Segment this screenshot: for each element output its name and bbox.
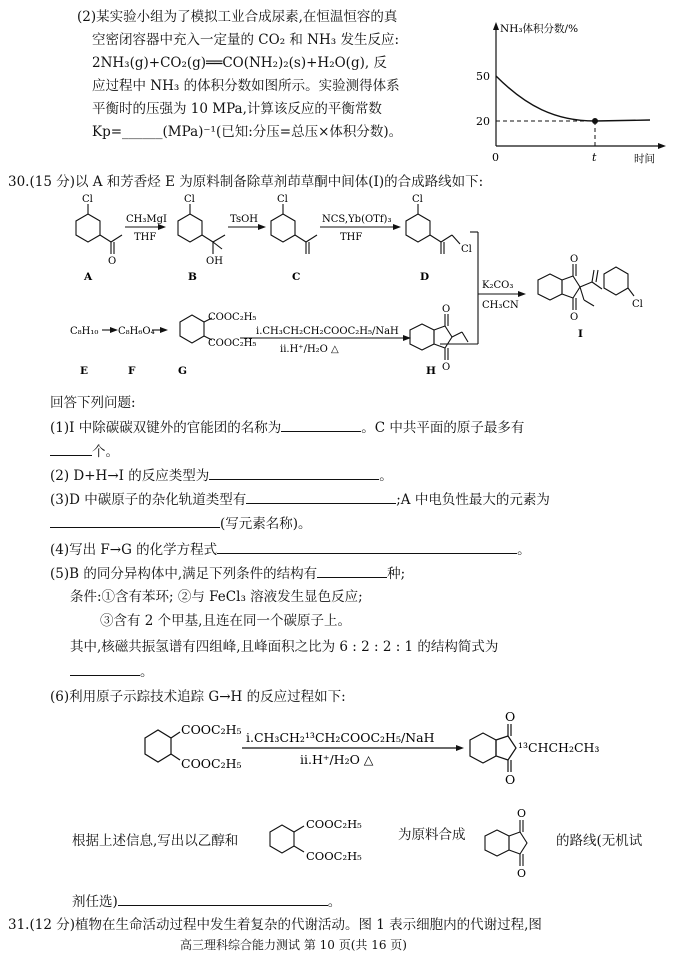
q31-text: 31.(12 分)植物在生命活动过程中发生着复杂的代谢活动。图 1 表示细胞内的代谢过程,图 xyxy=(8,917,542,933)
x-axis-label: 时间 xyxy=(634,153,655,165)
compound-c-structure xyxy=(271,204,317,254)
q29-line: 应过程中 NH₃ 的体积分数如图所示。实验测得体系 xyxy=(92,78,400,94)
equilibrium-point xyxy=(592,118,598,124)
label-e: E xyxy=(80,365,89,377)
reagent-cd-bottom: THF xyxy=(340,232,363,243)
ester-bottom: COOC₂H₅ xyxy=(306,849,362,863)
prompt: 回答下列问题: xyxy=(50,395,136,411)
atom-o: O xyxy=(570,312,579,323)
diethyl-phthalate-structure xyxy=(258,806,408,876)
q6-reagent-bottom: ii.H⁺/H₂O △ xyxy=(300,752,374,767)
indanedione-structure xyxy=(475,806,555,886)
q6-intro: (6)利用原子示踪技术追踪 G→H 的反应过程如下: xyxy=(50,689,346,705)
y-axis-arrow xyxy=(493,22,499,30)
x-axis-arrow xyxy=(658,143,666,149)
q29-line: (2)某实验小组为了模拟工业合成尿素,在恒温恒容的真 xyxy=(77,9,398,25)
q6-text-d: 剂任选) xyxy=(72,894,118,910)
q6-ester-top: COOC₂H₅ xyxy=(181,722,242,737)
atom-cl: Cl xyxy=(412,194,423,205)
q5-text-b: 种; xyxy=(387,566,406,582)
q1-text-b: 。C 中共平面的原子最多有 xyxy=(361,420,525,436)
label-g: G xyxy=(178,365,187,377)
compound-h-structure xyxy=(410,314,468,360)
atom-cl: Cl xyxy=(82,194,93,205)
reagent-gh-bottom: ii.H⁺/H₂O △ xyxy=(280,344,339,355)
x-tick-label: 0 xyxy=(492,151,499,164)
atom-o: O xyxy=(570,254,579,265)
label-d: D xyxy=(420,271,430,283)
q3-text-b: ;A 中电负性最大的元素为 xyxy=(396,492,550,508)
atom-o: O xyxy=(505,772,516,787)
q2-text: (2) D+H→I 的反应类型为 xyxy=(50,468,210,484)
q3-blank-2[interactable] xyxy=(50,514,220,528)
page-footer: 高三理科综合能力测试 第 10 页(共 16 页) xyxy=(180,938,407,952)
q6-reagent-top: i.CH₃CH₂¹³CH₂COOC₂H₅/NaH xyxy=(246,730,435,745)
q3-line xyxy=(50,490,550,509)
q5-blank-2[interactable] xyxy=(70,662,140,676)
atom-oh: OH xyxy=(206,256,223,267)
q4-text: (4)写出 F→G 的化学方程式 xyxy=(50,542,218,558)
label-b: B xyxy=(188,271,197,283)
q3-blank-1[interactable] xyxy=(246,490,396,504)
q5-line xyxy=(50,564,405,583)
atom-cl: Cl xyxy=(184,194,195,205)
atom-o: O xyxy=(517,807,527,820)
q6-ester-bottom: COOC₂H₅ xyxy=(181,756,242,771)
x-tick-label: t xyxy=(592,151,597,164)
atom-cl: Cl xyxy=(632,299,643,310)
atom-o: O xyxy=(442,362,451,373)
q1-text-c: 个。 xyxy=(92,444,119,460)
y-tick-label: 20 xyxy=(476,115,490,128)
nh3-volume-fraction-chart xyxy=(468,18,678,168)
label-f: F xyxy=(128,365,136,377)
reagent-gh-top: i.CH₃CH₂CH₂COOC₂H₅/NaH xyxy=(256,326,399,337)
q30-header: 30.(15 分)以 A 和芳香烃 E 为原料制备除草剂茚草酮中间体(Ⅰ)的合成路线如下: xyxy=(8,174,484,190)
nh3-curve-series xyxy=(496,76,650,121)
formula-f: C₈H₆O₄ xyxy=(118,326,155,337)
label-c: C xyxy=(292,271,301,283)
label-a: A xyxy=(84,271,93,283)
q6-text-a: 根据上述信息,写出以乙醇和 xyxy=(72,833,239,849)
q1-blank-2[interactable] xyxy=(50,442,92,456)
reagent-dhi-bottom: CH₃CN xyxy=(482,300,519,311)
q29-line: Kp=______(MPa)⁻¹(已知:分压=总压×体积分数)。 xyxy=(92,124,403,140)
q5-condition-1: 条件:①含有苯环; ②与 FeCl₃ 溶液发生显色反应; xyxy=(70,589,363,605)
compound-a-structure xyxy=(76,204,122,254)
q1-text-a: (1)I 中除碳碳双键外的官能团的名称为 xyxy=(50,420,282,436)
q5-condition-2: ③含有 2 个甲基,且连在同一个碳原子上。 xyxy=(100,613,351,629)
atom-cl: Cl xyxy=(277,194,288,205)
q3-text-c: (写元素名称)。 xyxy=(220,516,312,532)
q5-nmr: 其中,核磁共振氢谱有四组峰,且峰面积之比为 6 : 2 : 2 : 1 的结构简式为 xyxy=(70,639,499,655)
compound-b-structure xyxy=(178,204,225,254)
atom-o: O xyxy=(108,256,117,267)
y-tick-label: 50 xyxy=(476,70,490,83)
q6-tracer-scheme xyxy=(0,708,692,804)
reagent-bc: TsOH xyxy=(230,214,258,225)
label-i: I xyxy=(578,328,583,340)
q30-synthesis-scheme xyxy=(0,192,692,392)
q3-line-2 xyxy=(50,514,312,533)
q29-line: 2NH₃(g)+CO₂(g)══CO(NH₂)₂(s)+H₂O(g), 反 xyxy=(92,55,387,71)
q2-line: (2) D+H→I 的反应类型为 。 xyxy=(50,468,393,484)
q4-line: (4)写出 F→G 的化学方程式 。 xyxy=(50,542,531,558)
q1-line xyxy=(50,418,524,437)
reagent-dhi-top: K₂CO₃ xyxy=(482,280,514,291)
reagent-ab-top: CH₃MgI xyxy=(126,214,167,225)
q29-line: 空密闭容器中充入一定量的 CO₂ 和 NH₃ 发生反应: xyxy=(92,32,400,48)
q1-line-2 xyxy=(50,442,119,461)
q5-blank-1[interactable] xyxy=(317,564,387,578)
atom-o: O xyxy=(505,709,516,724)
ester-top: COOC₂H₅ xyxy=(208,312,257,323)
q6-line-end: 剂任选) 。 xyxy=(72,894,342,910)
atom-o: O xyxy=(517,867,527,880)
q6-text-c: 的路线(无机试 xyxy=(556,833,643,849)
ester-top: COOC₂H₅ xyxy=(306,817,362,831)
q6-blank[interactable] xyxy=(118,892,328,906)
ester-bottom: COOC₂H₅ xyxy=(208,338,257,349)
reagent-ab-bottom: THF xyxy=(134,232,157,243)
q3-text-a: (3)D 中碳原子的杂化轨道类型有 xyxy=(50,492,247,508)
compound-i-structure xyxy=(538,264,634,310)
q2-blank[interactable] xyxy=(209,466,379,480)
formula-e: C₈H₁₀ xyxy=(70,326,99,337)
compound-d-structure xyxy=(406,204,460,254)
q29-line: 平衡时的压强为 10 MPa,计算该反应的平衡常数 xyxy=(92,101,382,117)
y-axis-label: NH₃体积分数/% xyxy=(500,23,579,35)
q6-text-b: 为原料合成 xyxy=(398,827,466,843)
q4-blank[interactable] xyxy=(217,540,517,554)
label-h: H xyxy=(426,365,436,377)
atom-cl: Cl xyxy=(461,244,472,255)
q1-blank-1[interactable] xyxy=(281,418,361,432)
reagent-cd-top: NCS,Yb(OTf)₃ xyxy=(322,214,392,225)
q6-product-chain: ¹³CHCH₂CH₃ xyxy=(518,740,600,755)
atom-o: O xyxy=(442,304,451,315)
q5-line-3: 。 xyxy=(70,662,154,681)
q5-text-a: (5)B 的同分异构体中,满足下列条件的结构有 xyxy=(50,566,318,582)
